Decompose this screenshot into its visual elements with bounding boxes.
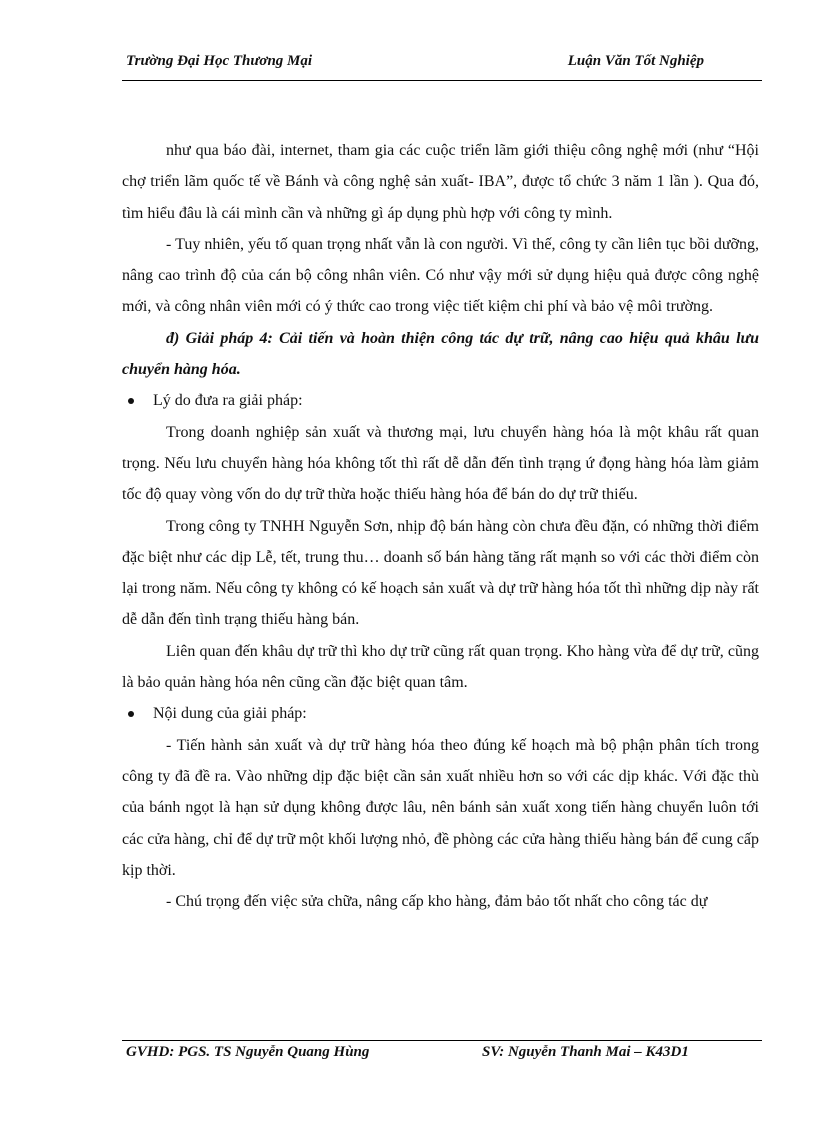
bullet-content — [122, 698, 759, 729]
paragraph-continuation: như qua báo đài, internet, tham gia các cuộc triển lãm giới thiệu công nghệ mới (như “Hội chợ triển lãm quốc tế về Bánh và công nghệ sản xuất- IBA”, được tổ chức 3 năm 1 lần ). Qua đó, tìm hiểu đâu là cái mình cần và những gì áp dụng phù hợp với công ty mình. — [122, 142, 759, 222]
footer-student: SV: Nguyễn Thanh Mai – K43D1 — [482, 1044, 689, 1060]
header-doc-type: Luận Văn Tốt Nghiệp — [567, 53, 704, 69]
paragraph-reason-1: Trong doanh nghiệp sản xuất và thương mại, lưu chuyển hàng hóa là một khâu rất quan trọng. Nếu lưu chuyển hàng hóa không tốt thì rất dễ dẫn đến tình trạng ứ đọng hàng hóa làm giảm tốc độ quay vòng vốn do dự trữ thừa hoặc thiếu hàng hóa để bán do dự trữ thiếu. — [122, 423, 759, 504]
header-divider — [122, 80, 762, 81]
paragraph-reason-2: Trong công ty TNHH Nguyễn Sơn, nhịp độ bán hàng còn chưa đều đặn, có những thời điểm đặc biệt như các dịp Lễ, tết, trung thu… doanh số bán hàng tăng rất mạnh so với các thời điểm còn lại trong năm. Nếu công ty không có kế hoạch sản xuất và dự trữ hàng hóa tốt thì những dịp này rất dễ dẫn đến tình trạng thiếu hàng bán. — [122, 517, 759, 629]
paragraph-reason-3: Liên quan đến khâu dự trữ thì kho dự trữ cũng rất quan trọng. Kho hàng vừa để dự trữ, cũng là bảo quản hàng hóa nên cũng cần đặc biệt quan tâm. — [122, 642, 759, 692]
bullet-dot-icon — [128, 398, 134, 404]
footer-supervisor: GVHD: PGS. TS Nguyễn Quang Hùng — [126, 1044, 370, 1060]
document-body — [122, 135, 759, 917]
section-heading-solution-4: đ) Giải pháp 4: Cải tiến và hoàn thiện công tác dự trữ, nâng cao hiệu quả khâu lưu chuyển hàng hóa. — [122, 329, 759, 379]
bullet-reason-label: Lý do đưa ra giải pháp: — [153, 392, 303, 410]
paragraph-content-1: - Tiến hành sản xuất và dự trữ hàng hóa theo đúng kế hoạch mà bộ phận phân tích trong công ty đã đề ra. Vào những dịp đặc biệt cần sản xuất nhiều hơn so với các dịp khác. Với đặc thù của bánh ngọt là hạn sử dụng không được lâu, nên bánh sản xuất xong tiến hàng chuyển luôn tới các cửa hàng, chỉ để dự trữ một khối lượng nhỏ, đề phòng các cửa hàng thiếu hàng bán để cung cấp kịp thời. — [122, 736, 759, 879]
bullet-content-label: Nội dung của giải pháp: — [153, 705, 307, 723]
page-footer — [122, 1044, 762, 1068]
paragraph-content-2: - Chú trọng đến việc sửa chữa, nâng cấp kho hàng, đảm bảo tốt nhất cho công tác dự — [166, 893, 708, 911]
bullet-dot-icon — [128, 711, 134, 717]
footer-divider — [122, 1040, 762, 1041]
header-university: Trường Đại Học Thương Mại — [126, 53, 313, 69]
paragraph-human-factor: - Tuy nhiên, yếu tố quan trọng nhất vẫn là con người. Vì thế, công ty cần liên tục bồi dưỡng, nâng cao trình độ của cán bộ công nhân viên. Có như vậy mới sử dụng hiệu quả được công nghệ mới, và công nhân viên mới có ý thức cao trong việc tiết kiệm chi phí và bảo vệ môi trường. — [122, 235, 759, 316]
page-header — [122, 51, 762, 75]
bullet-reason — [122, 385, 759, 416]
